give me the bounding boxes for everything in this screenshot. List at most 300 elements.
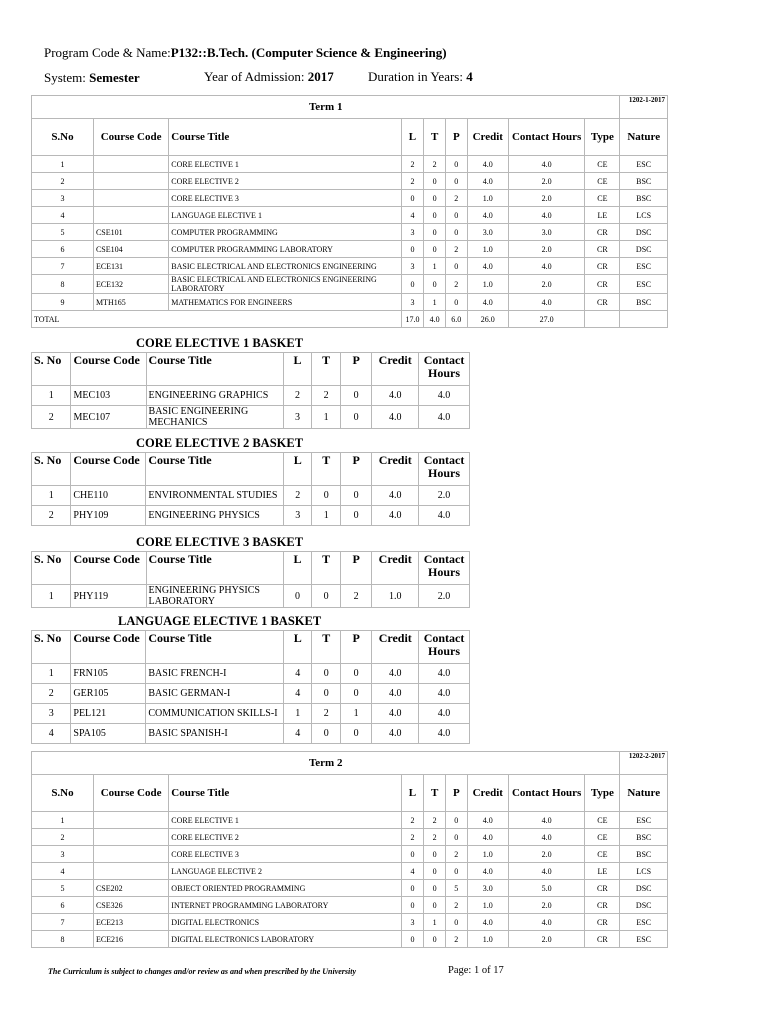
table-cell: CE (585, 846, 620, 863)
table-cell: 4 (283, 724, 312, 744)
table-cell (93, 863, 168, 880)
table-cell: CR (585, 914, 620, 931)
column-header: Course Code (71, 552, 146, 585)
table-cell: 4.0 (372, 684, 419, 704)
table-cell: 1.0 (467, 897, 508, 914)
table-cell: 4.0 (508, 863, 584, 880)
table-cell: 4.0 (508, 914, 584, 931)
table-cell: BASIC ENGINEERING MECHANICS (146, 406, 283, 429)
table-cell: 3 (283, 506, 312, 526)
table-cell: BASIC FRENCH-I (146, 664, 284, 684)
table-cell: 4.0 (508, 258, 584, 275)
total-contact: 27.0 (508, 311, 584, 328)
table-cell: 0 (401, 897, 424, 914)
table-row (32, 275, 668, 294)
table-cell: SPA105 (71, 724, 146, 744)
table-cell: 4 (401, 863, 424, 880)
table-cell: 1 (32, 585, 71, 608)
table-cell: 4.0 (508, 207, 584, 224)
table-cell: 4.0 (467, 863, 508, 880)
table-cell: BSC (620, 846, 668, 863)
table-cell: 0 (445, 207, 467, 224)
table-cell: 1 (32, 486, 71, 506)
table-cell: 0 (312, 684, 341, 704)
table-cell: 8 (32, 275, 94, 294)
table-cell (93, 829, 168, 846)
table-row (32, 880, 668, 897)
table-cell: CORE ELECTIVE 3 (169, 846, 401, 863)
table-cell: 0 (424, 207, 446, 224)
table-cell: 2.0 (508, 173, 584, 190)
table-cell: 4.0 (467, 207, 508, 224)
column-header: Contact Hours (419, 552, 470, 585)
table-cell: 2 (312, 704, 341, 724)
table-cell: 4.0 (419, 724, 470, 744)
table-cell: 0 (340, 684, 371, 704)
table-cell: 2 (283, 486, 312, 506)
table-cell: 4.0 (467, 829, 508, 846)
table-cell: 3.0 (467, 880, 508, 897)
table-cell: 2 (340, 585, 371, 608)
column-header: Credit (372, 552, 419, 585)
table-cell: 2 (445, 241, 467, 258)
table-cell: 4.0 (508, 829, 584, 846)
table-cell: 2 (424, 812, 446, 829)
column-header: T (312, 552, 341, 585)
table-cell: 4.0 (419, 684, 470, 704)
term-title-row (32, 96, 668, 119)
table-cell: BASIC GERMAN-I (146, 684, 284, 704)
table-cell: 0 (340, 386, 371, 406)
table-row (32, 224, 668, 241)
year-label: Year of Admission: (204, 69, 305, 84)
table-cell: 0 (312, 486, 341, 506)
table-cell: 0 (283, 585, 312, 608)
table-cell: 4.0 (372, 664, 419, 684)
table-cell: 0 (424, 190, 446, 207)
table-cell: 4.0 (508, 294, 584, 311)
table-cell: ENGINEERING PHYSICS (146, 506, 284, 526)
table-cell: 1 (32, 812, 94, 829)
table-cell: 2 (445, 846, 467, 863)
table-cell: CR (585, 880, 620, 897)
table-row (32, 812, 668, 829)
table-cell: 0 (424, 241, 446, 258)
table-cell: 4 (283, 664, 312, 684)
table-cell: 4.0 (467, 258, 508, 275)
table-cell: LANGUAGE ELECTIVE 2 (169, 863, 401, 880)
table-row (32, 664, 470, 684)
table-cell: COMPUTER PROGRAMMING LABORATORY (169, 241, 401, 258)
year-line (204, 69, 334, 85)
total-t: 4.0 (424, 311, 446, 328)
column-header: P (445, 119, 467, 156)
table-row (32, 406, 470, 429)
table-cell: CR (585, 241, 620, 258)
table-cell: 4.0 (467, 812, 508, 829)
table-row (32, 704, 470, 724)
basket-header-row (32, 552, 470, 585)
year-value: 2017 (307, 69, 334, 84)
table-row (32, 386, 470, 406)
table-cell: 3 (32, 846, 94, 863)
table-cell (93, 190, 168, 207)
table-cell: 2 (401, 156, 424, 173)
table-cell: 0 (445, 829, 467, 846)
table-cell: 1 (424, 258, 446, 275)
table-row (32, 506, 470, 526)
table-cell: 1.0 (372, 585, 419, 608)
column-header: S.No (32, 775, 94, 812)
table-cell: 2 (445, 931, 467, 948)
table-cell: 0 (401, 846, 424, 863)
table-cell: CSE326 (93, 897, 168, 914)
table-cell: 4.0 (419, 406, 470, 429)
column-header: S. No (32, 453, 71, 486)
table-cell: 4.0 (419, 664, 470, 684)
column-header: Contact Hours (419, 631, 470, 664)
table-cell: CSE101 (93, 224, 168, 241)
table-cell: 4 (283, 684, 312, 704)
column-header: Nature (620, 119, 668, 156)
table-cell: 2 (445, 190, 467, 207)
table-cell: 4 (32, 207, 94, 224)
table-cell: BASIC SPANISH-I (146, 724, 284, 744)
program-label: Program Code & Name: (44, 45, 171, 60)
basket-table (31, 630, 470, 744)
basket-title: CORE ELECTIVE 3 BASKET (136, 535, 304, 549)
table-cell: 0 (445, 812, 467, 829)
table-cell: CR (585, 931, 620, 948)
table-row (32, 294, 668, 311)
table-cell: 2.0 (508, 846, 584, 863)
basket-table (31, 551, 470, 608)
table-cell: 4.0 (508, 156, 584, 173)
table-cell: 7 (32, 914, 94, 931)
table-cell: 2.0 (508, 931, 584, 948)
column-header: Credit (467, 775, 508, 812)
table-cell: 4.0 (372, 406, 419, 429)
table-cell: 4.0 (467, 914, 508, 931)
column-header: S. No (32, 552, 71, 585)
table-cell: 2.0 (508, 275, 584, 294)
table-cell: CR (585, 294, 620, 311)
table-cell: 1 (340, 704, 371, 724)
column-header: Course Code (71, 631, 146, 664)
table-cell: 4.0 (419, 506, 470, 526)
table-cell: 1 (424, 914, 446, 931)
table-cell: 1 (424, 294, 446, 311)
term-title-row (32, 752, 668, 775)
term-code: 1202-2-2017 (620, 752, 668, 775)
table-cell: ENGINEERING GRAPHICS (146, 386, 283, 406)
table-cell: ENVIRONMENTAL STUDIES (146, 486, 284, 506)
table-cell: 0 (340, 724, 371, 744)
table-cell: ESC (620, 914, 668, 931)
table-cell: 4 (32, 724, 71, 744)
table-cell: CORE ELECTIVE 1 (169, 812, 401, 829)
total-label: TOTAL (32, 311, 402, 328)
column-header: Course Code (93, 775, 168, 812)
term1-table (31, 95, 668, 328)
basket-title: CORE ELECTIVE 1 BASKET (136, 336, 304, 350)
table-cell: 2 (401, 173, 424, 190)
table-cell: 5.0 (508, 880, 584, 897)
column-header: Contact Hours (419, 453, 470, 486)
table-cell: 1 (312, 506, 341, 526)
table-cell: 9 (32, 294, 94, 311)
table-cell: 0 (445, 258, 467, 275)
table-cell: COMMUNICATION SKILLS-I (146, 704, 284, 724)
table-cell: DSC (620, 224, 668, 241)
table-cell: ECE132 (93, 275, 168, 294)
table-cell: BASIC ELECTRICAL AND ELECTRONICS ENGINEERING (169, 258, 401, 275)
table-cell: LCS (620, 207, 668, 224)
table-cell: 2.0 (508, 897, 584, 914)
table-cell: 2.0 (508, 241, 584, 258)
table-row (32, 829, 668, 846)
total-l: 17.0 (401, 311, 424, 328)
total-nature (620, 311, 668, 328)
table-cell: 1 (312, 406, 341, 429)
basket-title: LANGUAGE ELECTIVE 1 BASKET (118, 614, 322, 628)
curriculum-note: The Curriculum is subject to changes and/or review as and when prescribed by the University (48, 967, 357, 976)
table-cell: 0 (424, 931, 446, 948)
table-cell (93, 812, 168, 829)
table-cell: MEC103 (71, 386, 146, 406)
table-cell: ECE216 (93, 931, 168, 948)
table-cell: 3 (401, 914, 424, 931)
column-header: S. No (32, 353, 71, 386)
table-cell: 2.0 (419, 585, 470, 608)
table-row (32, 173, 668, 190)
table-cell: 3.0 (508, 224, 584, 241)
basket-table (31, 352, 470, 429)
table-cell: BASIC ELECTRICAL AND ELECTRONICS ENGINEERING LABORATORY (169, 275, 401, 294)
table-cell: 1 (283, 704, 312, 724)
table-cell: 0 (401, 880, 424, 897)
column-header: Nature (620, 775, 668, 812)
column-header: Course Title (146, 353, 283, 386)
table-cell (93, 156, 168, 173)
table-cell: CE (585, 173, 620, 190)
column-header: Contact Hours (508, 119, 584, 156)
column-header: Course Title (146, 552, 283, 585)
table-cell: LCS (620, 863, 668, 880)
table-row (32, 846, 668, 863)
table-cell: MTH165 (93, 294, 168, 311)
table-cell: GER105 (71, 684, 146, 704)
table-cell: 0 (424, 897, 446, 914)
table-cell: ESC (620, 156, 668, 173)
table-cell: 7 (32, 258, 94, 275)
table-cell: CR (585, 224, 620, 241)
table-cell: 1 (32, 664, 71, 684)
table-cell: 4.0 (467, 294, 508, 311)
table-cell: PHY119 (71, 585, 146, 608)
system-label: System: (44, 70, 86, 85)
table-row (32, 863, 668, 880)
table-cell: 4.0 (467, 156, 508, 173)
table-cell: ESC (620, 258, 668, 275)
table-cell: CHE110 (71, 486, 146, 506)
table-cell: 0 (445, 173, 467, 190)
column-header: T (312, 353, 341, 386)
table-cell: CR (585, 897, 620, 914)
table-cell: LANGUAGE ELECTIVE 1 (169, 207, 401, 224)
table-row (32, 241, 668, 258)
basket-title: CORE ELECTIVE 2 BASKET (136, 436, 304, 450)
table-cell: LE (585, 863, 620, 880)
table-cell: 4.0 (508, 812, 584, 829)
table-cell: 2 (312, 386, 341, 406)
column-header: L (283, 353, 312, 386)
column-header: Course Title (146, 631, 284, 664)
table-cell: 2 (401, 812, 424, 829)
table-cell: CR (585, 275, 620, 294)
table-cell: CE (585, 812, 620, 829)
table-cell: 3 (401, 294, 424, 311)
table-cell: 0 (340, 664, 371, 684)
table-cell: CE (585, 156, 620, 173)
table-cell: 1.0 (467, 275, 508, 294)
column-header: L (283, 552, 312, 585)
table-row (32, 724, 470, 744)
table-row (32, 897, 668, 914)
column-header: Contact Hours (419, 353, 470, 386)
total-row (32, 311, 668, 328)
table-cell: DIGITAL ELECTRONICS (169, 914, 401, 931)
table-cell: 4.0 (372, 486, 419, 506)
table-cell: CORE ELECTIVE 1 (169, 156, 401, 173)
table-cell: 0 (445, 914, 467, 931)
table-cell: 3 (283, 406, 312, 429)
table-cell: 0 (401, 931, 424, 948)
table-cell: PEL121 (71, 704, 146, 724)
table-cell: CE (585, 829, 620, 846)
table-cell: 6 (32, 897, 94, 914)
column-header: Course Code (71, 453, 146, 486)
table-row (32, 914, 668, 931)
table-cell: FRN105 (71, 664, 146, 684)
table-cell: 2 (424, 156, 446, 173)
table-cell: 2 (32, 406, 71, 429)
basket-header-row (32, 453, 470, 486)
table-cell: 3 (32, 190, 94, 207)
table-cell: ECE131 (93, 258, 168, 275)
table-cell: 2 (401, 829, 424, 846)
term-title: Term 1 (32, 96, 620, 119)
basket-table (31, 452, 470, 526)
table-row (32, 258, 668, 275)
table-cell: 0 (312, 585, 341, 608)
table-cell: 0 (401, 275, 424, 294)
column-header: L (283, 631, 312, 664)
table-cell: 1.0 (467, 846, 508, 863)
table-cell: CE (585, 190, 620, 207)
table-cell: CSE202 (93, 880, 168, 897)
column-header: L (283, 453, 312, 486)
table-row (32, 156, 668, 173)
term-header-row (32, 119, 668, 156)
table-cell: 4 (32, 863, 94, 880)
table-cell: 0 (424, 224, 446, 241)
column-header: P (340, 552, 371, 585)
column-header: Credit (372, 631, 419, 664)
table-cell: DSC (620, 241, 668, 258)
table-cell: 2 (32, 684, 71, 704)
table-cell: MATHEMATICS FOR ENGINEERS (169, 294, 401, 311)
column-header: T (424, 775, 446, 812)
column-header: Course Code (93, 119, 168, 156)
table-cell: 4.0 (372, 506, 419, 526)
column-header: S.No (32, 119, 94, 156)
table-cell: BSC (620, 829, 668, 846)
column-header: P (340, 453, 371, 486)
table-cell: 6 (32, 241, 94, 258)
table-row (32, 684, 470, 704)
table-row (32, 207, 668, 224)
page-number: Page: 1 of 17 (448, 965, 504, 976)
table-cell: 0 (445, 156, 467, 173)
table-cell: 2 (283, 386, 312, 406)
table-cell: DSC (620, 880, 668, 897)
table-cell: 0 (340, 406, 371, 429)
table-cell: 1.0 (467, 931, 508, 948)
table-cell: ECE213 (93, 914, 168, 931)
column-header: S. No (32, 631, 71, 664)
table-cell: 4.0 (372, 724, 419, 744)
table-cell: 1 (32, 386, 71, 406)
table-cell: DSC (620, 897, 668, 914)
table-cell: 0 (445, 294, 467, 311)
table-cell: 0 (340, 486, 371, 506)
table-cell: CR (585, 258, 620, 275)
column-header: L (401, 775, 424, 812)
total-type (585, 311, 620, 328)
table-cell: 2 (32, 173, 94, 190)
table-cell: 0 (445, 224, 467, 241)
table-cell: 3 (32, 704, 71, 724)
table-cell: 0 (424, 880, 446, 897)
column-header: T (424, 119, 446, 156)
table-cell: 0 (401, 241, 424, 258)
table-cell: 5 (32, 224, 94, 241)
table-cell: CSE104 (93, 241, 168, 258)
table-cell (93, 173, 168, 190)
table-cell: MEC107 (71, 406, 146, 429)
table-cell: 0 (424, 846, 446, 863)
table-cell: 0 (424, 275, 446, 294)
column-header: P (340, 353, 371, 386)
table-cell: ESC (620, 931, 668, 948)
table-cell: 8 (32, 931, 94, 948)
column-header: Credit (372, 353, 419, 386)
term2-table (31, 751, 668, 948)
table-cell: 2.0 (508, 190, 584, 207)
column-header: Contact Hours (508, 775, 584, 812)
column-header: Type (585, 119, 620, 156)
table-cell: 2 (424, 829, 446, 846)
table-row (32, 486, 470, 506)
table-cell: BSC (620, 173, 668, 190)
table-cell: 1 (32, 156, 94, 173)
table-cell: 4 (401, 207, 424, 224)
table-cell: 0 (312, 724, 341, 744)
table-cell: 0 (424, 173, 446, 190)
table-cell: 0 (401, 190, 424, 207)
table-cell: 2 (445, 897, 467, 914)
